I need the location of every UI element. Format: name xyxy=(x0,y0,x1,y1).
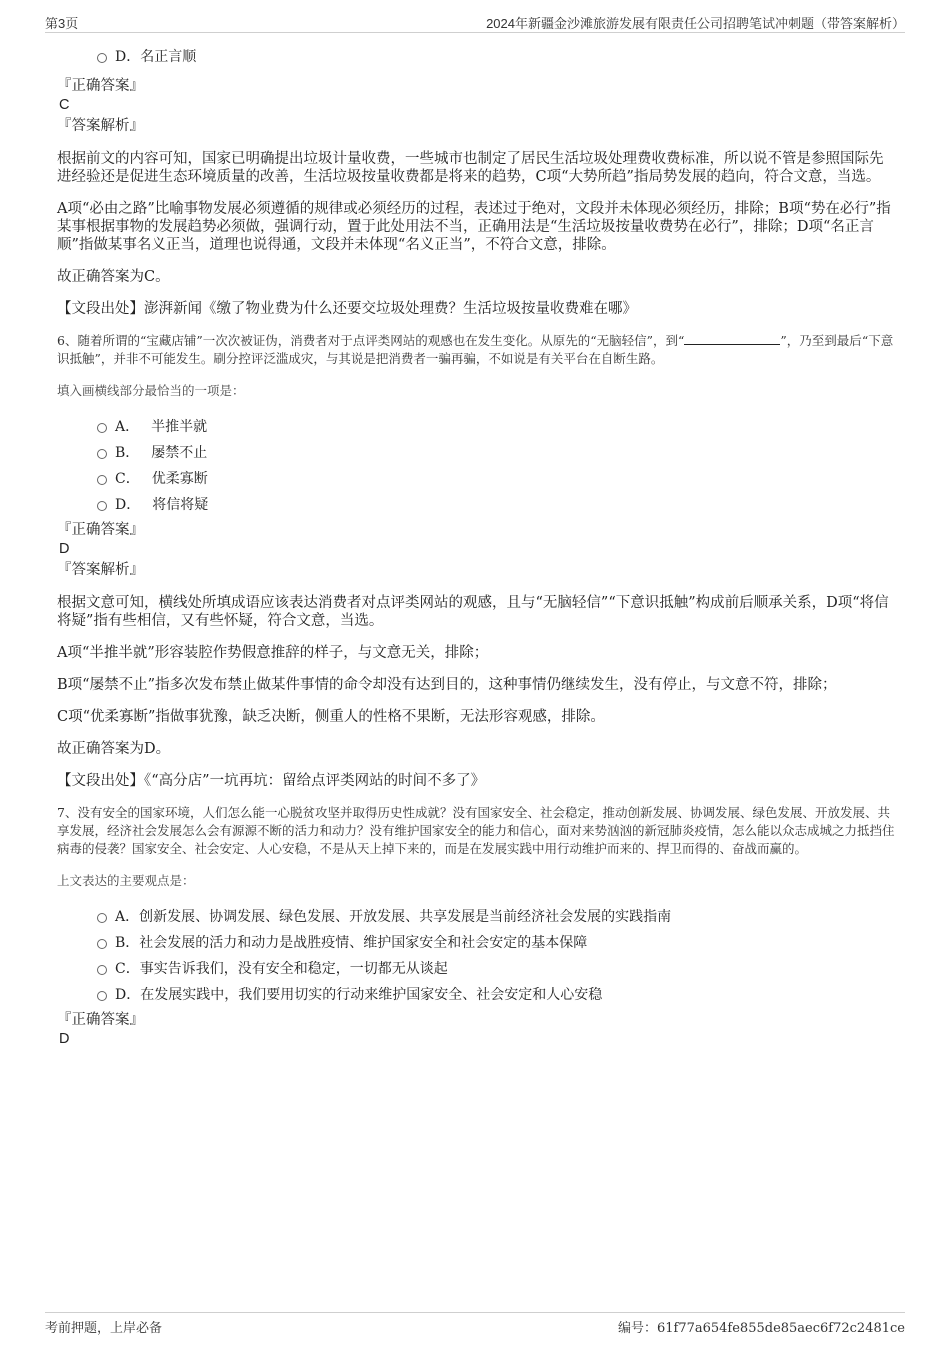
q7-option-b[interactable]: B．社会发展的活力和动力是战胜疫情、维护国家安全和社会安定的基本保障 xyxy=(57,930,897,956)
q6-option-b[interactable]: B． 屡禁不止 xyxy=(57,440,897,466)
radio-button-icon[interactable] xyxy=(97,475,107,485)
document-title: 2024年新疆金沙滩旅游发展有限责任公司招聘笔试冲刺题（带答案解析） xyxy=(486,16,905,31)
q5-conclusion: 故正确答案为C。 xyxy=(57,269,170,285)
footer-slogan: 考前押题，上岸必备 xyxy=(45,1321,163,1336)
q6-option-d[interactable]: D． 将信将疑 xyxy=(57,492,897,518)
radio-button-icon[interactable] xyxy=(97,53,107,63)
radio-button-icon[interactable] xyxy=(97,939,107,949)
radio-button-icon[interactable] xyxy=(97,913,107,923)
q7-option-a[interactable]: A．创新发展、协调发展、绿色发展、开放发展、共享发展是当前经济社会发展的实践指南 xyxy=(57,904,897,930)
q5-source: 【文段出处】澎湃新闻《缴了物业费为什么还要交垃圾处理费？生活垃圾按量收费难在哪》 xyxy=(57,301,637,317)
q7-question-text: 7、没有安全的国家环境，人们怎么能一心脱贫攻坚并取得历史性成就？没有国家安全、社会稳定，推动创新发展、协调发展、绿色发展、开放发展、共享发展，经济社会发展怎么会有源源不断的活力和动力？没有维护国家安全的能力和信心，面对来势汹汹的新冠肺炎疫情，怎么能以众志成城之力抵挡住病毒的侵袭？国家安全、社会安定、人心安稳，不是从天上掉下来的，而是在发展实践中用行动维护而来的、捍卫而得的、奋战而赢的。 xyxy=(57,805,895,856)
q7-answer-label: 『正确答案』 xyxy=(57,1012,144,1028)
q6-option-a[interactable]: A． 半推半就 xyxy=(57,414,897,440)
q6-analysis-paragraph: C项“优柔寡断”指做事犹豫，缺乏决断，侧重人的性格不果断，无法形容观感，排除。 xyxy=(57,709,605,725)
radio-button-icon[interactable] xyxy=(97,423,107,433)
q7-options xyxy=(57,904,897,1008)
q6-option-c[interactable]: C． 优柔寡断 xyxy=(57,466,897,492)
option-letter: D． xyxy=(115,49,141,65)
q5-analysis-paragraph: A项“必由之路”比喻事物发展必须遵循的规律或必须经历的过程，表述过于绝对，文段并未体现必须经历，排除；B项“势在必行”指某事根据事物的发展趋势必须做，强调行动，置于此处用法不当，正确用法是“生活垃圾按量收费势在必行”，排除；D项“名正言顺”指做某事名义正当，道理也说得通，文段并未体现“名义正当”，不符合文意，排除。 xyxy=(57,201,891,253)
fill-blank xyxy=(684,332,780,345)
document-body xyxy=(57,44,897,1048)
q6-analysis-paragraph: 根据文意可知，横线处所填成语应该表达消费者对点评类网站的观感，且与“无脑轻信”“下意识抵触”构成前后顺承关系，D项“将信将疑”指有些相信，又有些怀疑，符合文意，当选。 xyxy=(57,595,889,629)
page-number: 第3页 xyxy=(45,16,79,31)
q7-option-d[interactable]: D．在发展实践中，我们要用切实的行动来维护国家安全、社会安定和人心安稳 xyxy=(57,982,897,1008)
q6-options xyxy=(57,414,897,518)
q5-answer-label: 『正确答案』 xyxy=(57,78,144,94)
q5-option-d[interactable] xyxy=(57,44,897,70)
q6-analysis-paragraph: A项“半推半就”形容装腔作势假意推辞的样子，与文意无关，排除； xyxy=(57,645,489,661)
radio-button-icon[interactable] xyxy=(97,501,107,511)
page-footer xyxy=(45,1312,905,1339)
q7-prompt: 上文表达的主要观点是： xyxy=(57,873,195,888)
radio-button-icon[interactable] xyxy=(97,965,107,975)
page-header xyxy=(45,10,905,33)
q7-option-c[interactable]: C．事实告诉我们，没有安全和稳定，一切都无从谈起 xyxy=(57,956,897,982)
q6-source: 【文段出处】《“高分店”一坑再坑：留给点评类网站的时间不多了》 xyxy=(57,773,486,789)
q5-analysis-paragraph: 根据前文的内容可知，国家已明确提出垃圾计量收费，一些城市也制定了居民生活垃圾处理费收费标准，所以说不管是参照国际先进经验还是促进生态环境质量的改善，生活垃圾按量收费都是将来的趋势，C项“大势所趋”指局势发展的趋向，符合文意，当选。 xyxy=(57,151,884,185)
radio-button-icon[interactable] xyxy=(97,991,107,1001)
q5-analysis-label: 『答案解析』 xyxy=(57,118,144,134)
document-id: 编号：61f77a654fe855de85aec6f72c2481ce xyxy=(617,1321,905,1336)
q7-answer: D xyxy=(59,1031,70,1047)
q6-conclusion: 故正确答案为D。 xyxy=(57,741,171,757)
q6-answer-label: 『正确答案』 xyxy=(57,522,144,538)
q5-answer: C xyxy=(59,97,70,113)
q6-analysis-label: 『答案解析』 xyxy=(57,562,144,578)
option-text: 名正言顺 xyxy=(140,49,197,65)
q6-question-text: 6、随着所谓的“宝藏店铺”一次次被证伪，消费者对于点评类网站的观感也在发生变化。从原先的“无脑轻信”，到“ ”，乃至到最后“下意识抵触”，并非不可能发生。刷分控评泛滥成灾，与其说是把消费者一骗再骗，不如说是有关平台在自断生路。 xyxy=(57,333,894,366)
q6-answer: D xyxy=(59,541,70,557)
q6-prompt: 填入画横线部分最恰当的一项是： xyxy=(57,383,245,398)
q6-analysis-paragraph: B项“屡禁不止”指多次发布禁止做某件事情的命令却没有达到目的，这种事情仍继续发生，没有停止，与文意不符，排除； xyxy=(57,677,837,693)
radio-button-icon[interactable] xyxy=(97,449,107,459)
